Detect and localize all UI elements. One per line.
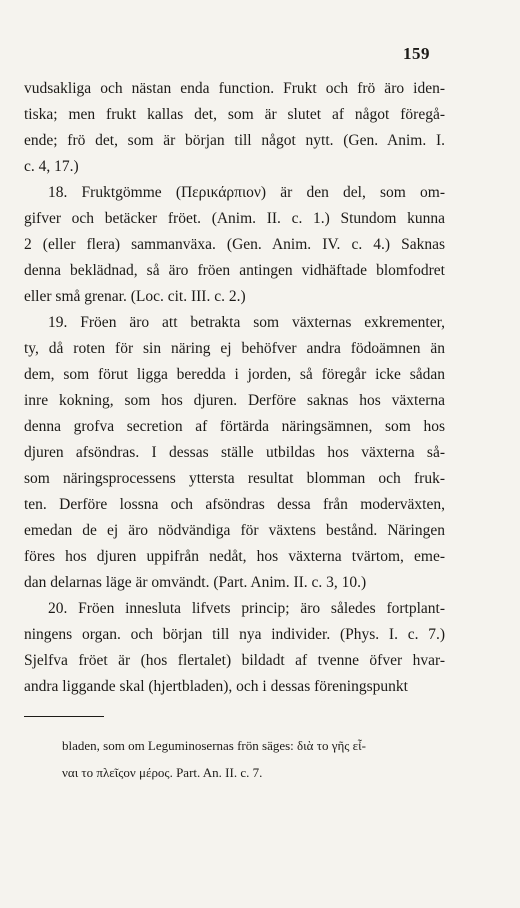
text-line: 2 (eller flera) sammanväxa. (Gen. Anim. IV. c. 4.) Saknas (24, 236, 445, 253)
text-line: denna grofva secretion af förtärda näringsämnen, som hos (24, 418, 445, 435)
text-line: ty, då roten för sin näring ej behöfver andra födoämnen än (24, 340, 445, 357)
text-line: ningens organ. och början till nya individer. (Phys. I. c. 7.) (24, 626, 445, 643)
text-line: djuren afsöndras. I dessas ställe utbildas hos växterna så- (24, 444, 445, 461)
text-line: denna beklädnad, så äro fröen antingen vidhäftade blomfodret (24, 262, 445, 279)
text-line: gifver och betäcker fröet. (Anim. II. c. 1.) Stundom kunna (24, 210, 445, 227)
text-line: c. 4, 17.) (24, 158, 79, 175)
footnote-divider (24, 716, 104, 717)
footnote (62, 732, 445, 786)
text-line: vudsakliga och nästan enda function. Frukt och frö äro iden- (24, 80, 445, 97)
text-line: emedan de ej äro nödvändiga för växtens bestånd. Näringen (24, 522, 445, 539)
body-text (24, 76, 445, 700)
text-line: föres hos djuren uppifrån nedåt, hos växterna tvärtom, eme- (24, 548, 445, 565)
footnote-line: ναι το πλεῖςον μέρος. Part. An. II. c. 7. (62, 765, 263, 780)
text-line: eller små grenar. (Loc. cit. III. c. 2.) (24, 288, 246, 305)
text-line: andra liggande skal (hjertbladen), och i dessas föreningspunkt (24, 678, 408, 695)
text-line: dem, som förut ligga beredda i jorden, så föregår icke sådan (24, 366, 445, 383)
text-line: 19. Fröen äro att betrakta som växternas exkrementer, (48, 314, 445, 331)
text-line: som näringsprocessens yttersta resultat blomman och fruk- (24, 470, 445, 487)
text-line: ende; frö det, som är början till något nytt. (Gen. Anim. I. (24, 132, 445, 149)
text-line: inre kokning, som hos djuren. Derföre saknas hos växterna (24, 392, 445, 409)
page-number: 159 (403, 44, 430, 63)
text-line: 18. Fruktgömme (Περικάρπιον) är den del, som om- (48, 184, 445, 201)
text-line: ten. Derföre lossna och afsöndras dessa från moderväxten, (24, 496, 445, 513)
text-line: 20. Fröen innesluta lifvets princip; äro således fortplant- (48, 600, 445, 617)
text-line: dan delarnas läge är omvändt. (Part. Anim. II. c. 3, 10.) (24, 574, 367, 591)
text-line: Sjelfva fröet är (hos flertalet) bildadt af tvenne öfver hvar- (24, 652, 445, 669)
footnote-line: bladen, som om Leguminosernas frön säges: διὰ το γῆς εἶ- (62, 738, 366, 753)
text-line: tiska; men frukt kallas det, som är slutet af något föregå- (24, 106, 445, 123)
